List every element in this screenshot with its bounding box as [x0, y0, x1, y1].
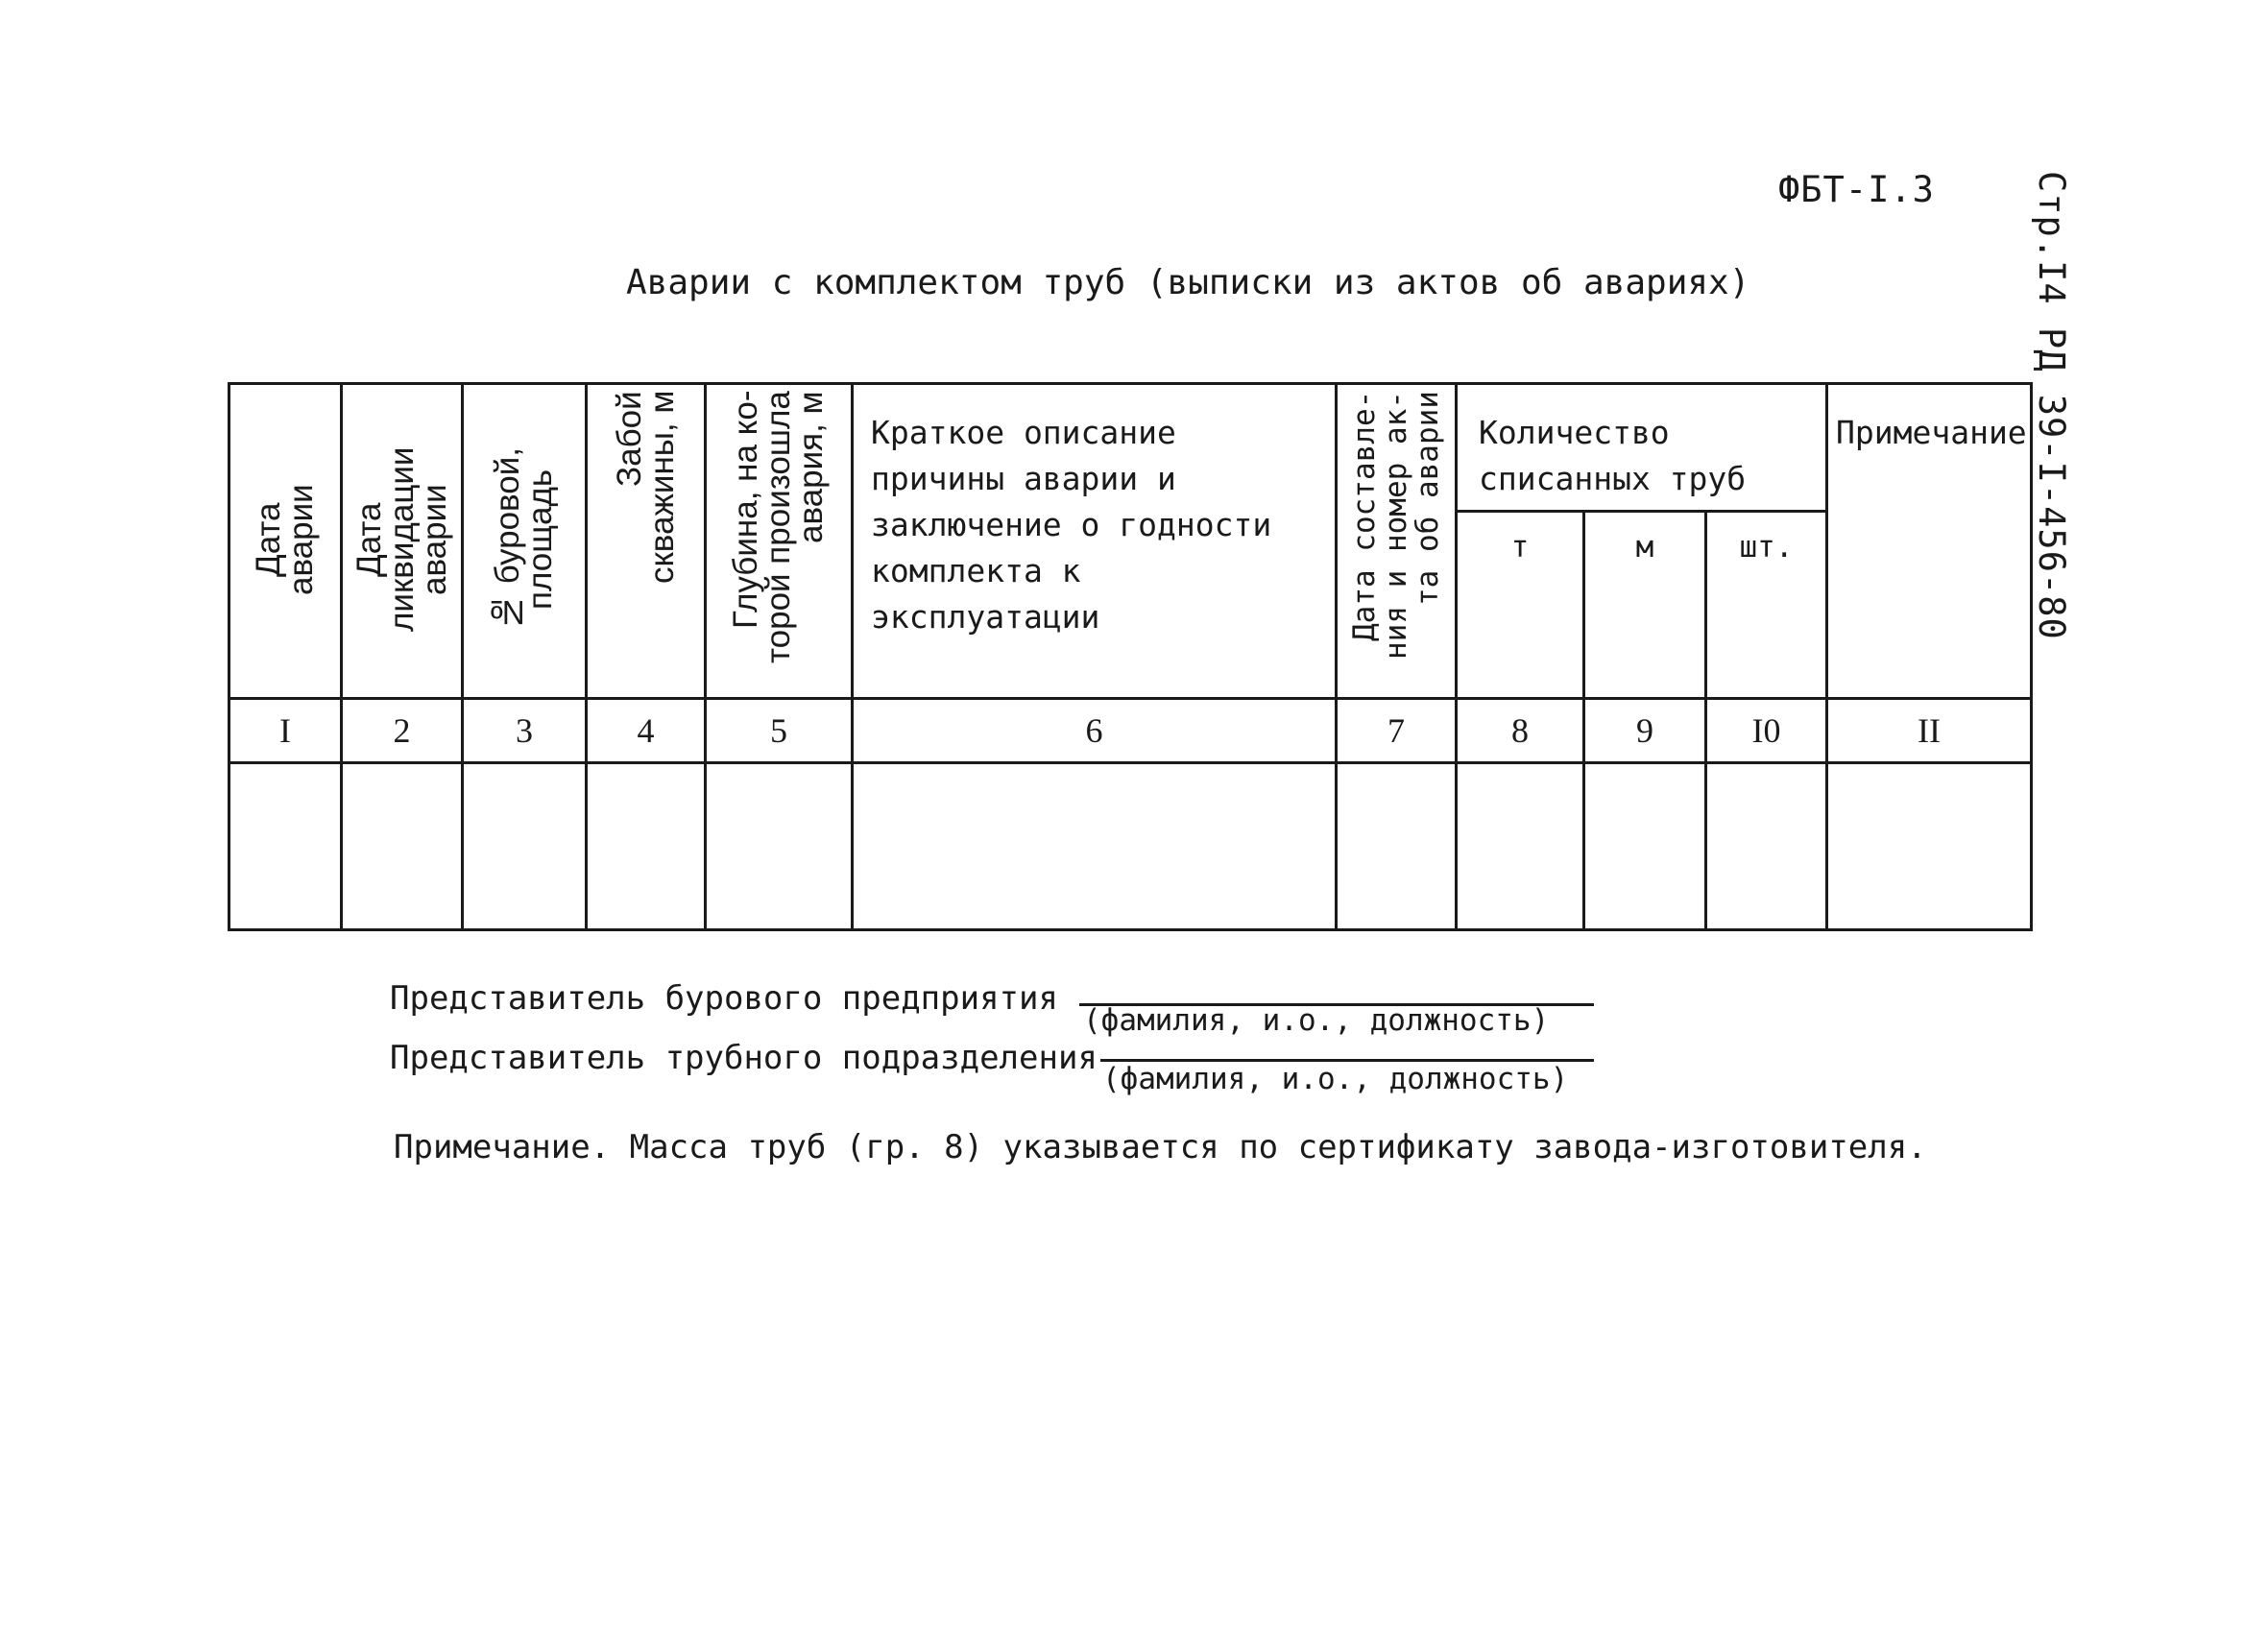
column-number: 5 — [706, 699, 853, 763]
data-cell[interactable] — [1584, 763, 1706, 930]
header-accident-depth: Глубина, на ко- торой произошла авария, м — [706, 384, 853, 699]
data-cell[interactable] — [463, 763, 587, 930]
column-number: I — [229, 699, 342, 763]
column-number: 2 — [342, 699, 463, 763]
signature-drilling-label: Представитель бурового предприятия — [390, 979, 1058, 1018]
data-cell[interactable] — [1827, 763, 2032, 930]
signature-pipe-label: Представитель трубного подразделения — [390, 1039, 1098, 1077]
column-number: 6 — [853, 699, 1337, 763]
header-act-date-number: Дата составле- ния и номер ак- та об аварии — [1337, 384, 1457, 699]
column-number: II — [1827, 699, 2032, 763]
header-rig-number: № буровой, площадь — [463, 384, 587, 699]
header-tons: т — [1457, 512, 1584, 699]
signature-drilling-caption: (фамилия, и.о., должность) — [1083, 1003, 1550, 1038]
footnote: Примечание. Масса труб (гр. 8) указывается по сертификату завода-изготовителя. — [394, 1128, 1927, 1166]
header-description: Краткое описание причины аварии и заключение о годности комплекта к эксплуатации — [853, 384, 1337, 699]
page-reference: Стр.I4 РД 39-I-456-80 — [2031, 171, 2072, 640]
column-number: 7 — [1337, 699, 1457, 763]
data-cell[interactable] — [1706, 763, 1827, 930]
column-number: 8 — [1457, 699, 1584, 763]
header-remark: Примечание — [1827, 384, 2032, 699]
column-number-row — [229, 699, 2032, 763]
column-number: 3 — [463, 699, 587, 763]
data-cell[interactable] — [706, 763, 853, 930]
form-code: ФБТ-I.3 — [1778, 169, 1935, 210]
header-meters: м — [1584, 512, 1706, 699]
column-number: I0 — [1706, 699, 1827, 763]
column-number: 4 — [587, 699, 706, 763]
data-cell[interactable] — [1457, 763, 1584, 930]
accident-table — [228, 382, 2033, 931]
header-written-off-pipes: Количество списанных труб — [1457, 384, 1827, 512]
data-cell[interactable] — [587, 763, 706, 930]
header-date-liquidation: Дата ликвидации аварии — [342, 384, 463, 699]
column-number: 9 — [1584, 699, 1706, 763]
empty-data-row — [229, 763, 2032, 930]
data-cell[interactable] — [853, 763, 1337, 930]
data-cell[interactable] — [342, 763, 463, 930]
data-cell[interactable] — [229, 763, 342, 930]
data-cell[interactable] — [1337, 763, 1457, 930]
header-pieces: шт. — [1706, 512, 1827, 699]
document-title: Аварии с комплектом труб (выписки из актов об авариях) — [626, 263, 1750, 302]
signature-pipe-caption: (фамилия, и.о., должность) — [1102, 1062, 1569, 1096]
header-well-bottom: Забой скважины, м — [587, 384, 706, 699]
header-date-accident: Дата аварии — [229, 384, 342, 699]
